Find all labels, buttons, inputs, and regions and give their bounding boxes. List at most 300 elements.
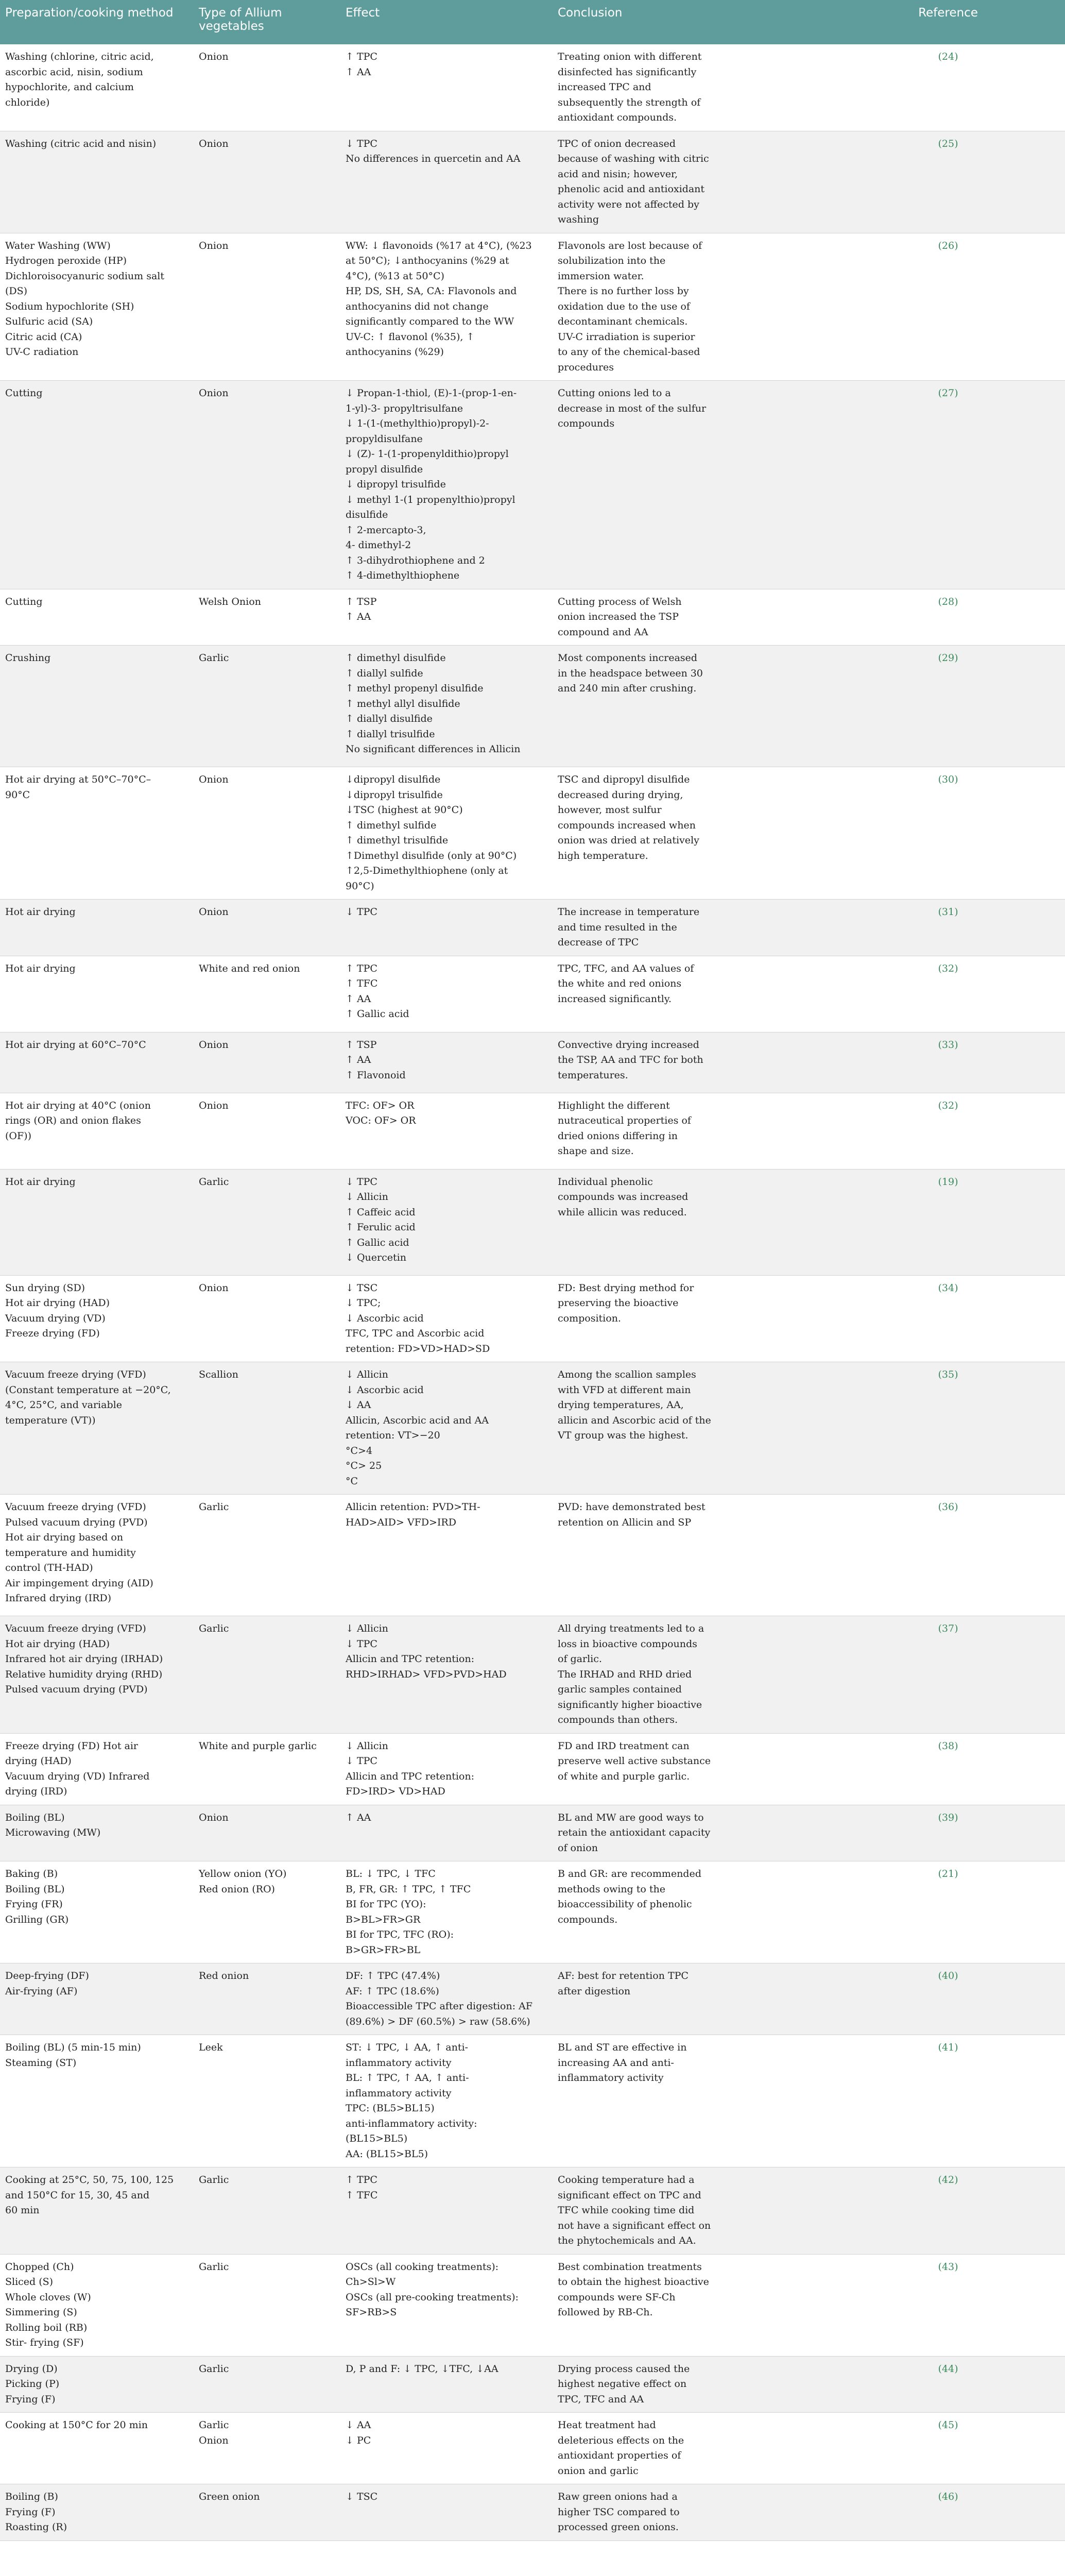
- conclusion-line: TPC, TFC, and AA values of: [558, 962, 694, 974]
- conclusion-cell: [553, 2167, 831, 2255]
- effect-line: ↓dipropyl trisulfide: [346, 789, 443, 801]
- method-cell: [0, 1861, 194, 1963]
- effect-line: 1-yl)-3- propyltrisulfane: [346, 402, 463, 414]
- effect-line: ↓ PC: [346, 2434, 371, 2446]
- conclusion-line: compounds was increased: [558, 1191, 689, 1202]
- conclusion-line: of onion: [558, 1842, 598, 1854]
- effect-line: ↑ 3-dihydrothiophene and 2: [346, 554, 485, 566]
- conclusion-line: phenolic acid and antioxidant: [558, 183, 705, 195]
- method-line: Drying (D): [5, 2363, 58, 2375]
- conclusion-line: bioaccessibility of phenolic: [558, 1899, 692, 1910]
- conclusion-cell: [553, 1616, 831, 1734]
- conclusion-line: compounds.: [558, 1913, 618, 1925]
- conclusion-line: decontaminant chemicals.: [558, 316, 688, 327]
- method-line: Hot air drying (HAD): [5, 1297, 110, 1309]
- method-cell: [0, 900, 194, 956]
- reference-link[interactable]: (19): [831, 1169, 1065, 1275]
- type-line: Onion: [199, 387, 229, 399]
- effect-line: 4°C), (%13 at 50°C): [346, 270, 444, 282]
- method-cell: [0, 1093, 194, 1169]
- effect-line: SF>RB>S: [346, 2307, 397, 2318]
- effect-line: ↓ TPC;: [346, 1297, 381, 1309]
- method-line: Water Washing (WW): [5, 240, 111, 251]
- type-line: Onion: [199, 1099, 229, 1111]
- effect-cell: [340, 233, 553, 381]
- conclusion-line: retain the antioxidant capacity: [558, 1827, 711, 1838]
- conclusion-line: onion was dried at relatively: [558, 835, 699, 846]
- conclusion-line: in the headspace between 30: [558, 667, 703, 679]
- effect-line: ↓ 1-(1-(methylthio)propyl)-2-: [346, 418, 489, 429]
- method-line: Boiling (BL): [5, 1883, 65, 1895]
- effect-cell: [340, 767, 553, 900]
- effect-line: ↓ Allicin: [346, 1369, 388, 1380]
- effect-line: ↑ methyl propenyl disulfide: [346, 683, 484, 694]
- conclusion-line: activity were not affected by: [558, 198, 699, 210]
- conclusion-line: Cooking temperature had a: [558, 2174, 695, 2185]
- type-cell: [194, 2035, 340, 2167]
- type-line: Onion: [199, 2434, 229, 2446]
- method-line: Dichloroisocyanuric sodium salt: [5, 270, 165, 282]
- effect-line: ST: ↓ TPC, ↓ AA, ↑ anti-: [346, 2042, 468, 2053]
- conclusion-line: preserving the bioactive: [558, 1297, 679, 1309]
- table-row: [0, 2484, 1065, 2541]
- header-row: [0, 0, 1065, 44]
- conclusion-line: onion and garlic: [558, 2465, 639, 2477]
- effect-line: ↑ diallyl sulfide: [346, 667, 423, 679]
- method-line: Vacuum freeze drying (VFD): [5, 1623, 146, 1634]
- conclusion-line: VT group was the highest.: [558, 1430, 689, 1441]
- conclusion-line: Drying process caused the: [558, 2363, 690, 2375]
- effect-line: propyldisulfane: [346, 433, 423, 445]
- reference-link[interactable]: (27): [831, 381, 1065, 589]
- conclusion-line: BL and ST are effective in: [558, 2042, 687, 2053]
- effect-line: Allicin retention: PVD>TH-: [346, 1501, 480, 1513]
- effect-line: ↓ Quercetin: [346, 1252, 406, 1263]
- effect-cell: [340, 2484, 553, 2541]
- reference-link[interactable]: (43): [831, 2254, 1065, 2356]
- type-line: Garlic: [199, 2363, 229, 2375]
- effect-line: OSCs (all cooking treatments):: [346, 2261, 499, 2273]
- effect-line: ↓ TSC: [346, 1282, 378, 1294]
- type-line: Leek: [199, 2042, 223, 2053]
- header-conclusion: Conclusion: [553, 0, 831, 44]
- effect-line: Ch>Sl>W: [346, 2276, 396, 2287]
- method-cell: [0, 1805, 194, 1861]
- conclusion-line: because of washing with citric: [558, 153, 709, 164]
- reference-link[interactable]: (32): [831, 1093, 1065, 1169]
- effect-line: ↓ Ascorbic acid: [346, 1384, 424, 1396]
- method-cell: [0, 2167, 194, 2255]
- conclusion-line: composition.: [558, 1312, 621, 1324]
- type-line: Green onion: [199, 2491, 260, 2502]
- effect-line: ↓dipropyl disulfide: [346, 774, 441, 785]
- effect-line: TFC, TPC and Ascorbic acid: [346, 1328, 485, 1339]
- effect-line: B>BL>FR>GR: [346, 1913, 421, 1925]
- conclusion-line: compound and AA: [558, 626, 648, 638]
- effect-cell: [340, 956, 553, 1032]
- table-row: [0, 2254, 1065, 2356]
- effect-line: Allicin and TPC retention:: [346, 1653, 474, 1665]
- conclusion-cell: [553, 1093, 831, 1169]
- conclusion-line: increasing AA and anti-: [558, 2057, 674, 2069]
- conclusion-line: antioxidant compounds.: [558, 112, 677, 123]
- method-cell: [0, 2254, 194, 2356]
- method-cell: [0, 646, 194, 767]
- reference-link[interactable]: (38): [831, 1733, 1065, 1805]
- conclusion-line: Among the scallion samples: [558, 1369, 696, 1380]
- conclusion-line: however, most sulfur: [558, 804, 662, 816]
- reference-link[interactable]: (33): [831, 1032, 1065, 1093]
- conclusion-line: Individual phenolic: [558, 1176, 653, 1188]
- table-row: [0, 900, 1065, 956]
- table-row: [0, 646, 1065, 767]
- effect-cell: [340, 1805, 553, 1861]
- effect-cell: [340, 1733, 553, 1805]
- type-cell: [194, 44, 340, 131]
- conclusion-cell: [553, 2356, 831, 2413]
- conclusion-line: highest negative effect on: [558, 2378, 687, 2389]
- method-line: 4°C, 25°C, and variable: [5, 1399, 122, 1411]
- type-cell: [194, 2167, 340, 2255]
- method-cell: [0, 589, 194, 646]
- table-row: [0, 1275, 1065, 1362]
- method-line: Boiling (B): [5, 2491, 58, 2502]
- method-line: hypochlorite, and calcium: [5, 81, 134, 93]
- type-line: Onion: [199, 138, 229, 149]
- method-line: Sulfuric acid (SA): [5, 316, 93, 327]
- effect-line: ↓ TPC: [346, 1176, 377, 1188]
- table-row: [0, 1093, 1065, 1169]
- type-line: Garlic: [199, 2419, 229, 2431]
- effect-line: inflammatory activity: [346, 2087, 452, 2099]
- type-cell: [194, 2413, 340, 2484]
- effect-cell: [340, 131, 553, 233]
- reference-link[interactable]: (37): [831, 1616, 1065, 1734]
- conclusion-line: with VFD at different main: [558, 1384, 691, 1396]
- conclusion-line: onion increased the TSP: [558, 611, 679, 622]
- conclusion-cell: [553, 2254, 831, 2356]
- conclusion-line: retention on Allicin and SP: [558, 1516, 692, 1528]
- effect-line: AA: (BL15>BL5): [346, 2148, 428, 2160]
- method-cell: [0, 2035, 194, 2167]
- table-row: [0, 1963, 1065, 2035]
- method-line: Steaming (ST): [5, 2057, 77, 2069]
- effect-line: Allicin, Ascorbic acid and AA: [346, 1414, 489, 1426]
- table-row: [0, 1362, 1065, 1495]
- table-row: [0, 381, 1065, 589]
- conclusion-line: while allicin was reduced.: [558, 1206, 687, 1218]
- effect-line: ↓ Allicin: [346, 1623, 388, 1634]
- table-row: [0, 1032, 1065, 1093]
- method-line: Relative humidity drying (RHD): [5, 1668, 163, 1680]
- effect-line: ↑ TPC: [346, 51, 377, 62]
- type-line: Garlic: [199, 2174, 229, 2185]
- effect-line: No differences in quercetin and AA: [346, 153, 521, 164]
- reference-link[interactable]: (21): [831, 1861, 1065, 1963]
- table-row: [0, 2167, 1065, 2255]
- effect-line: ↑ Gallic acid: [346, 1008, 409, 1020]
- reference-link[interactable]: (36): [831, 1495, 1065, 1616]
- reference-link[interactable]: (34): [831, 1275, 1065, 1362]
- method-line: Baking (B): [5, 1868, 58, 1879]
- effect-line: ↑ TSP: [346, 596, 377, 607]
- reference-link[interactable]: (45): [831, 2413, 1065, 2484]
- table-row: [0, 1805, 1065, 1861]
- effect-cell: [340, 44, 553, 131]
- effect-line: ↑ dimethyl trisulfide: [346, 835, 449, 846]
- effect-line: WW: ↓ flavonoids (%17 at 4°C), (%23: [346, 240, 532, 251]
- conclusion-line: significant effect on TPC and: [558, 2189, 701, 2201]
- type-line: Onion: [199, 1282, 229, 1294]
- type-cell: [194, 2356, 340, 2413]
- method-line: Air impingement drying (AID): [5, 1577, 153, 1589]
- method-line: (DS): [5, 285, 28, 297]
- conclusion-line: There is no further loss by: [558, 285, 689, 297]
- effect-line: retention: FD>VD>HAD>SD: [346, 1343, 490, 1354]
- conclusion-line: TSC and dipropyl disulfide: [558, 774, 690, 785]
- effect-line: significantly compared to the WW: [346, 316, 514, 327]
- table-row: [0, 1616, 1065, 1734]
- conclusion-line: compounds: [558, 418, 615, 429]
- effect-cell: [340, 900, 553, 956]
- method-line: Sliced (S): [5, 2276, 54, 2287]
- conclusion-cell: [553, 381, 831, 589]
- reference-link[interactable]: (46): [831, 2484, 1065, 2541]
- type-line: White and red onion: [199, 962, 300, 974]
- conclusion-line: deleterious effects on the: [558, 2434, 684, 2446]
- effect-line: B>GR>FR>BL: [346, 1944, 421, 1956]
- method-line: Whole cloves (W): [5, 2291, 91, 2303]
- effect-line: ↑ TPC: [346, 962, 377, 974]
- effect-line: ↓ Ascorbic acid: [346, 1312, 424, 1324]
- type-cell: [194, 1169, 340, 1275]
- effect-line: ↑ diallyl disulfide: [346, 713, 433, 724]
- conclusion-line: higher TSC compared to: [558, 2506, 680, 2518]
- reference-link[interactable]: (30): [831, 767, 1065, 900]
- reference-link[interactable]: (42): [831, 2167, 1065, 2255]
- reference-link[interactable]: (39): [831, 1805, 1065, 1861]
- method-line: Stir- frying (SF): [5, 2337, 84, 2348]
- effect-line: ↓ Allicin: [346, 1191, 388, 1202]
- method-cell: [0, 1963, 194, 2035]
- method-line: Pulsed vacuum drying (PVD): [5, 1516, 148, 1528]
- method-line: Hot air drying: [5, 962, 76, 974]
- table-row: [0, 2035, 1065, 2167]
- method-line: (OF)): [5, 1130, 31, 1142]
- conclusion-line: procedures: [558, 361, 614, 373]
- conclusion-line: decrease of TPC: [558, 937, 639, 948]
- effect-cell: [340, 1032, 553, 1093]
- method-line: Hot air drying: [5, 1176, 76, 1188]
- type-line: Red onion: [199, 1970, 249, 1981]
- type-cell: [194, 1963, 340, 2035]
- effect-cell: [340, 1362, 553, 1495]
- conclusion-line: the TSP, AA and TFC for both: [558, 1054, 703, 1065]
- conclusion-line: Cutting onions led to a: [558, 387, 671, 399]
- conclusion-line: Heat treatment had: [558, 2419, 656, 2431]
- conclusion-line: disinfected has significantly: [558, 66, 697, 78]
- type-cell: [194, 1032, 340, 1093]
- type-line: Welsh Onion: [199, 596, 261, 607]
- conclusion-cell: [553, 956, 831, 1032]
- effect-line: ↑ TSP: [346, 1039, 377, 1050]
- conclusion-line: antioxidant properties of: [558, 2450, 681, 2461]
- method-line: Hot air drying (HAD): [5, 1638, 110, 1650]
- method-line: Frying (FR): [5, 1899, 63, 1910]
- conclusion-line: inflammatory activity: [558, 2072, 664, 2083]
- conclusion-cell: [553, 1861, 831, 1963]
- method-cell: [0, 1616, 194, 1734]
- effect-line: 90°C): [346, 880, 374, 892]
- reference-link[interactable]: (25): [831, 131, 1065, 233]
- method-line: Roasting (R): [5, 2521, 67, 2533]
- conclusion-line: to any of the chemical-based: [558, 346, 700, 358]
- conclusion-line: Convective drying increased: [558, 1039, 699, 1050]
- method-line: and 150°C for 15, 30, 45 and: [5, 2189, 150, 2201]
- conclusion-line: Flavonols are lost because of: [558, 240, 702, 251]
- header-type: Type of Allium vegetables: [194, 0, 340, 44]
- effect-line: ↓ TPC: [346, 1755, 377, 1767]
- conclusion-line: TPC, TFC and AA: [558, 2393, 644, 2405]
- method-line: Frying (F): [5, 2393, 56, 2405]
- method-line: Cooking at 150°C for 20 min: [5, 2419, 148, 2431]
- method-line: Grilling (GR): [5, 1913, 69, 1925]
- conclusion-line: The increase in temperature: [558, 906, 700, 918]
- effect-line: ↓ TPC: [346, 138, 377, 149]
- effect-line: ↑ diallyl trisulfide: [346, 728, 435, 740]
- reference-link[interactable]: (26): [831, 233, 1065, 381]
- reference-link[interactable]: (29): [831, 646, 1065, 767]
- reference-link[interactable]: (41): [831, 2035, 1065, 2167]
- table-row: [0, 1733, 1065, 1805]
- conclusion-line: the white and red onions: [558, 978, 682, 989]
- header-method: Preparation/cooking method: [0, 0, 194, 44]
- effect-line: ↑ TFC: [346, 2189, 378, 2201]
- conclusion-line: compounds were SF-Ch: [558, 2291, 676, 2303]
- conclusion-line: Most components increased: [558, 652, 697, 664]
- method-cell: [0, 2356, 194, 2413]
- effect-cell: [340, 2035, 553, 2167]
- method-line: Picking (P): [5, 2378, 60, 2389]
- conclusion-line: high temperature.: [558, 850, 648, 861]
- conclusion-line: increased significantly.: [558, 993, 672, 1005]
- effect-line: ↑ TPC: [346, 2174, 377, 2185]
- conclusion-cell: [553, 900, 831, 956]
- effect-line: ↑ Gallic acid: [346, 1236, 409, 1248]
- method-cell: [0, 2413, 194, 2484]
- table-header: [0, 0, 1065, 44]
- conclusion-line: not have a significant effect on: [558, 2219, 711, 2231]
- effect-line: DF: ↑ TPC (47.4%): [346, 1970, 440, 1981]
- conclusion-cell: [553, 2035, 831, 2167]
- method-line: temperature (VT)): [5, 1414, 96, 1426]
- conclusion-line: UV-C irradiation is superior: [558, 331, 695, 343]
- type-line: White and purple garlic: [199, 1740, 317, 1752]
- type-cell: [194, 1733, 340, 1805]
- method-line: Infrared drying (IRD): [5, 1592, 112, 1604]
- effect-line: 4- dimethyl-2: [346, 539, 411, 551]
- conclusion-cell: [553, 2413, 831, 2484]
- effect-line: °C> 25: [346, 1460, 382, 1471]
- method-line: 90°C: [5, 789, 30, 801]
- conclusion-cell: [553, 1169, 831, 1275]
- conclusion-line: of white and purple garlic.: [558, 1770, 690, 1782]
- reference-link[interactable]: (44): [831, 2356, 1065, 2413]
- method-line: Hot air drying at 50°C–70°C–: [5, 774, 151, 785]
- conclusion-cell: [553, 44, 831, 131]
- effect-line: ↑ AA: [346, 611, 371, 622]
- effect-line: ↑ methyl allyl disulfide: [346, 698, 460, 709]
- effect-line: disulfide: [346, 509, 388, 520]
- conclusion-line: nutraceutical properties of: [558, 1115, 691, 1126]
- type-line: Garlic: [199, 1176, 229, 1188]
- type-cell: [194, 900, 340, 956]
- method-line: Boiling (BL) (5 min-15 min): [5, 2042, 141, 2053]
- reference-link[interactable]: (32): [831, 956, 1065, 1032]
- effect-line: ↑ Ferulic acid: [346, 1222, 416, 1233]
- effect-cell: [340, 1169, 553, 1275]
- conclusion-line: PVD: have demonstrated best: [558, 1501, 706, 1513]
- method-line: Washing (citric acid and nisin): [5, 138, 157, 149]
- type-cell: [194, 131, 340, 233]
- type-cell: [194, 589, 340, 646]
- effect-line: ↑ AA: [346, 66, 371, 78]
- reference-link[interactable]: (28): [831, 589, 1065, 646]
- effect-line: ↓ methyl 1-(1 propenylthio)propyl: [346, 494, 516, 505]
- table-row: [0, 767, 1065, 900]
- effect-line: ↑ dimethyl sulfide: [346, 819, 437, 831]
- effect-line: ↓TSC (highest at 90°C): [346, 804, 463, 816]
- method-line: chloride): [5, 96, 50, 108]
- reference-link[interactable]: (35): [831, 1362, 1065, 1495]
- effect-line: ↓ (Z)- 1-(1-propenyldithio)propyl: [346, 448, 509, 460]
- method-line: Simmering (S): [5, 2307, 77, 2318]
- type-cell: [194, 2484, 340, 2541]
- reference-link[interactable]: (31): [831, 900, 1065, 956]
- conclusion-line: loss in bioactive compounds: [558, 1638, 697, 1650]
- conclusion-cell: [553, 1495, 831, 1616]
- conclusion-line: processed green onions.: [558, 2521, 679, 2533]
- effect-line: ↓ Propan-1-thiol, (E)-1-(prop-1-en-: [346, 387, 517, 399]
- reference-link[interactable]: (24): [831, 44, 1065, 131]
- type-cell: [194, 381, 340, 589]
- conclusion-line: compounds than others.: [558, 1714, 678, 1725]
- method-line: Crushing: [5, 652, 51, 664]
- conclusion-line: acid and nisin; however,: [558, 168, 678, 180]
- type-line: Onion: [199, 51, 229, 62]
- effect-line: anthocyanins (%29): [346, 346, 444, 358]
- effect-line: ↓ AA: [346, 2419, 371, 2431]
- table-row: [0, 1861, 1065, 1963]
- type-cell: [194, 1805, 340, 1861]
- effect-line: UV-C: ↑ flavonol (%35), ↑: [346, 331, 475, 343]
- type-cell: [194, 2254, 340, 2356]
- table-row: [0, 131, 1065, 233]
- reference-link[interactable]: (40): [831, 1963, 1065, 2035]
- effect-line: ↓ AA: [346, 1399, 371, 1411]
- effect-line: TFC: OF> OR: [346, 1099, 415, 1111]
- table-body: [0, 44, 1065, 2540]
- type-cell: [194, 1093, 340, 1169]
- table-row: [0, 233, 1065, 381]
- type-cell: [194, 646, 340, 767]
- effect-cell: [340, 2254, 553, 2356]
- method-line: Vacuum freeze drying (VFD): [5, 1501, 146, 1513]
- conclusion-line: and 240 min after crushing.: [558, 683, 697, 694]
- conclusion-line: compounds increased when: [558, 819, 696, 831]
- conclusion-line: garlic samples contained: [558, 1684, 682, 1695]
- effect-line: anthocyanins did not change: [346, 300, 489, 312]
